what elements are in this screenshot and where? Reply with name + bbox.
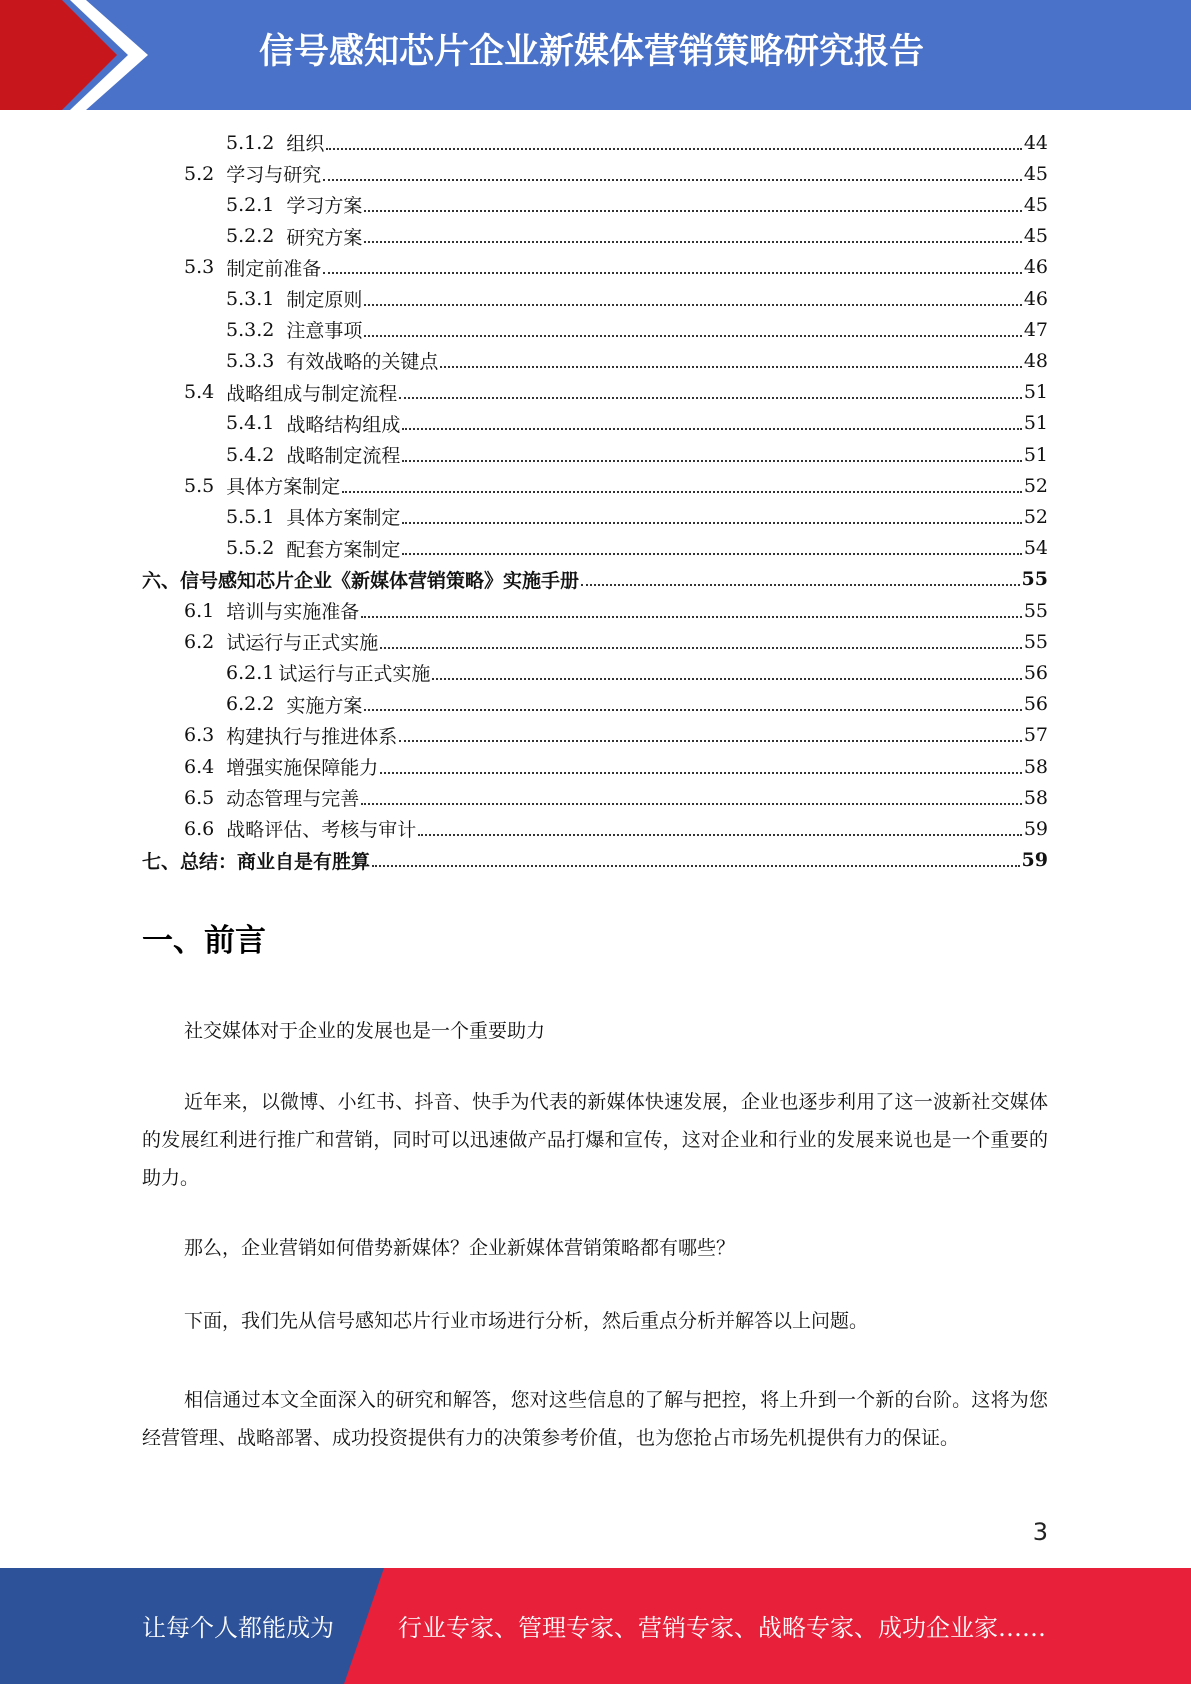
toc-entry-page: 46 [1023, 256, 1048, 279]
toc-entry-number: 6.4 [184, 755, 215, 778]
toc-entry-number: 5.4.1 [226, 412, 275, 435]
body-paragraph: 社交媒体对于企业的发展也是一个重要助力 [184, 1020, 546, 1042]
toc-entry[interactable] [184, 470, 1048, 501]
toc-dot-leader [372, 865, 1020, 867]
toc-entry-page: 45 [1023, 193, 1048, 216]
toc-dot-leader [326, 148, 1021, 150]
toc-entry[interactable] [184, 782, 1048, 813]
toc-entry-page: 51 [1023, 412, 1048, 435]
toc-entry-page: 55 [1023, 630, 1048, 653]
toc-entry[interactable] [226, 408, 1048, 439]
toc-entry-page: 45 [1023, 162, 1048, 185]
footer-slogan-left: 让每个人都能成为 [142, 1614, 334, 1642]
toc-dot-leader [323, 179, 1022, 181]
toc-entry-page: 56 [1023, 661, 1048, 684]
toc-dot-leader [364, 210, 1021, 212]
toc-dot-leader [364, 709, 1021, 711]
toc-entry[interactable] [226, 439, 1048, 470]
toc-entry[interactable] [226, 314, 1048, 345]
toc-entry[interactable] [226, 689, 1048, 720]
toc-entry-number: 6.3 [184, 724, 215, 747]
footer-banner [0, 1568, 1191, 1684]
toc-entry-page: 48 [1023, 349, 1048, 372]
toc-entry-number: 5.4.2 [226, 443, 275, 466]
toc-entry-page: 52 [1023, 505, 1048, 528]
toc-dot-leader [402, 553, 1021, 555]
toc-entry[interactable] [184, 720, 1048, 751]
toc-dot-leader [402, 522, 1021, 524]
toc-entry-number: 5.3.2 [226, 318, 275, 341]
toc-entry-number: 七、 [142, 850, 181, 873]
red-arrow-decoration [0, 0, 160, 110]
toc-entry[interactable] [184, 813, 1048, 844]
toc-entry-title: 战略制定流程 [286, 445, 401, 467]
toc-entry-number: 5.5.2 [226, 537, 275, 560]
toc-dot-leader [323, 272, 1022, 274]
toc-entry-page: 45 [1023, 225, 1048, 248]
toc-entry-number: 5.1.2 [226, 131, 275, 154]
toc-entry-number: 6.2.1 [226, 661, 275, 684]
toc-entry-title: 试运行与正式实施 [278, 663, 431, 686]
toc-entry-number: 六、 [142, 569, 181, 592]
toc-entry-page: 55 [1021, 568, 1048, 591]
toc-entry-number: 5.5 [184, 474, 215, 497]
toc-entry[interactable] [184, 158, 1048, 189]
toc-entry-page: 46 [1023, 287, 1048, 310]
toc-entry-title: 配套方案制定 [286, 538, 401, 561]
toc-entry-title: 学习方案 [286, 195, 363, 218]
toc-entry-title: 实施方案 [286, 694, 363, 717]
toc-dot-leader [364, 304, 1021, 306]
toc-entry[interactable] [226, 127, 1048, 158]
toc-entry-title: 制定原则 [286, 289, 363, 311]
toc-dot-leader [418, 834, 1022, 836]
toc-entry-page: 59 [1021, 849, 1048, 872]
section-heading: 一、前言 [142, 923, 266, 959]
toc-entry-title: 战略组成与制定流程 [226, 382, 398, 405]
toc-entry[interactable] [184, 252, 1048, 283]
toc-entry[interactable] [184, 595, 1048, 626]
toc-dot-leader [364, 335, 1021, 337]
toc-entry-page: 58 [1023, 755, 1048, 778]
body-paragraph: 近年来，以微博、小红书、抖音、快手为代表的新媒体快速发展，企业也逐步利用了这一波新社交媒体的发展红利进行推广和营销，同时可以迅速做产品打爆和宣传，这对企业和行业的发展来说也是一个重要的助力。 [142, 1091, 1048, 1189]
toc-entry[interactable] [142, 845, 1048, 876]
toc-entry-number: 6.2 [184, 630, 215, 653]
header-banner [0, 0, 1191, 110]
toc-entry-title: 战略结构组成 [286, 413, 401, 436]
toc-entry-title: 具体方案制定 [226, 476, 341, 499]
toc-dot-leader [432, 678, 1021, 680]
toc-entry-page: 52 [1023, 474, 1048, 497]
toc-entry[interactable] [226, 533, 1048, 564]
toc-entry-page: 51 [1023, 443, 1048, 466]
toc-entry-number: 5.3.3 [226, 349, 275, 372]
toc-entry-number: 5.2.2 [226, 225, 275, 248]
toc-dot-leader [380, 647, 1022, 649]
toc-entry-title: 制定前准备 [226, 257, 322, 280]
page-number: 3 [1032, 1518, 1048, 1546]
toc-dot-leader [440, 366, 1021, 368]
report-title: 信号感知芯片企业新媒体营销策略研究报告 [259, 32, 925, 72]
toc-dot-leader [399, 397, 1022, 399]
toc-dot-leader [342, 491, 1022, 493]
toc-entry[interactable] [142, 564, 1048, 595]
toc-entry-number: 5.3 [184, 256, 215, 279]
toc-entry-title: 试运行与正式实施 [226, 632, 379, 655]
toc-entry-page: 47 [1023, 318, 1048, 341]
toc-entry-title: 研究方案 [286, 226, 363, 249]
toc-entry[interactable] [184, 626, 1048, 657]
toc-entry-number: 5.5.1 [226, 505, 275, 528]
body-paragraph: 下面，我们先从信号感知芯片行业市场进行分析，然后重点分析并解答以上问题。 [184, 1310, 869, 1332]
toc-entry-number: 5.3.1 [226, 287, 275, 310]
toc-dot-leader [402, 460, 1021, 462]
toc-entry[interactable] [226, 221, 1048, 252]
toc-entry[interactable] [184, 751, 1048, 782]
toc-dot-leader [364, 241, 1021, 243]
toc-entry[interactable] [226, 657, 1048, 688]
toc-dot-leader [581, 584, 1020, 586]
toc-entry-page: 44 [1023, 131, 1048, 154]
toc-entry-title: 学习与研究 [226, 164, 322, 187]
toc-dot-leader [380, 772, 1022, 774]
toc-entry-title: 动态管理与完善 [226, 788, 360, 811]
toc-dot-leader [361, 616, 1022, 618]
toc-entry-title: 增强实施保障能力 [226, 757, 379, 779]
toc-entry-number: 6.5 [184, 786, 215, 809]
body-paragraph: 那么，企业营销如何借势新媒体？企业新媒体营销策略都有哪些？ [184, 1237, 736, 1259]
toc-entry-number: 5.4 [184, 381, 215, 404]
toc-entry-title: 总结：商业自是有胜算 [180, 850, 371, 873]
toc-entry-title: 构建执行与推进体系 [226, 725, 398, 748]
toc-entry-page: 57 [1023, 724, 1048, 747]
toc-entry-page: 58 [1023, 786, 1048, 809]
toc-entry-number: 6.2.2 [226, 693, 275, 716]
toc-dot-leader [399, 740, 1022, 742]
toc-entry-title: 注意事项 [286, 320, 363, 343]
toc-entry-page: 55 [1023, 599, 1048, 622]
footer-slogan-right: 行业专家、管理专家、营销专家、战略专家、成功企业家…… [398, 1614, 1046, 1642]
toc-entry-title: 战略评估、考核与审计 [226, 819, 417, 842]
toc-entry[interactable] [226, 501, 1048, 532]
toc-entry-page: 54 [1023, 537, 1048, 560]
body-paragraph: 相信通过本文全面深入的研究和解答，您对这些信息的了解与把控，将上升到一个新的台阶。这将为您经营管理、战略部署、成功投资提供有力的决策参考价值，也为您抢占市场先机提供有力的保证。 [142, 1389, 1048, 1449]
toc-dot-leader [361, 803, 1022, 805]
toc-entry[interactable] [226, 345, 1048, 376]
toc-entry[interactable] [184, 377, 1048, 408]
toc-entry-number: 5.2 [184, 162, 215, 185]
toc-entry-number: 5.2.1 [226, 193, 275, 216]
toc-dot-leader [402, 428, 1021, 430]
toc-entry-title: 信号感知芯片企业《新媒体营销策略》实施手册 [180, 569, 580, 592]
toc-entry[interactable] [226, 189, 1048, 220]
toc-entry-page: 59 [1023, 817, 1048, 840]
toc-entry-page: 51 [1023, 381, 1048, 404]
toc-entry-number: 6.1 [184, 599, 215, 622]
toc-entry-title: 培训与实施准备 [226, 601, 360, 623]
toc-entry-title: 有效战略的关键点 [286, 351, 439, 374]
toc-entry-page: 56 [1023, 693, 1048, 716]
toc-entry[interactable] [226, 283, 1048, 314]
toc-entry-title: 组织 [286, 133, 325, 155]
toc-entry-title: 具体方案制定 [286, 507, 401, 530]
toc-entry-number: 6.6 [184, 817, 215, 840]
